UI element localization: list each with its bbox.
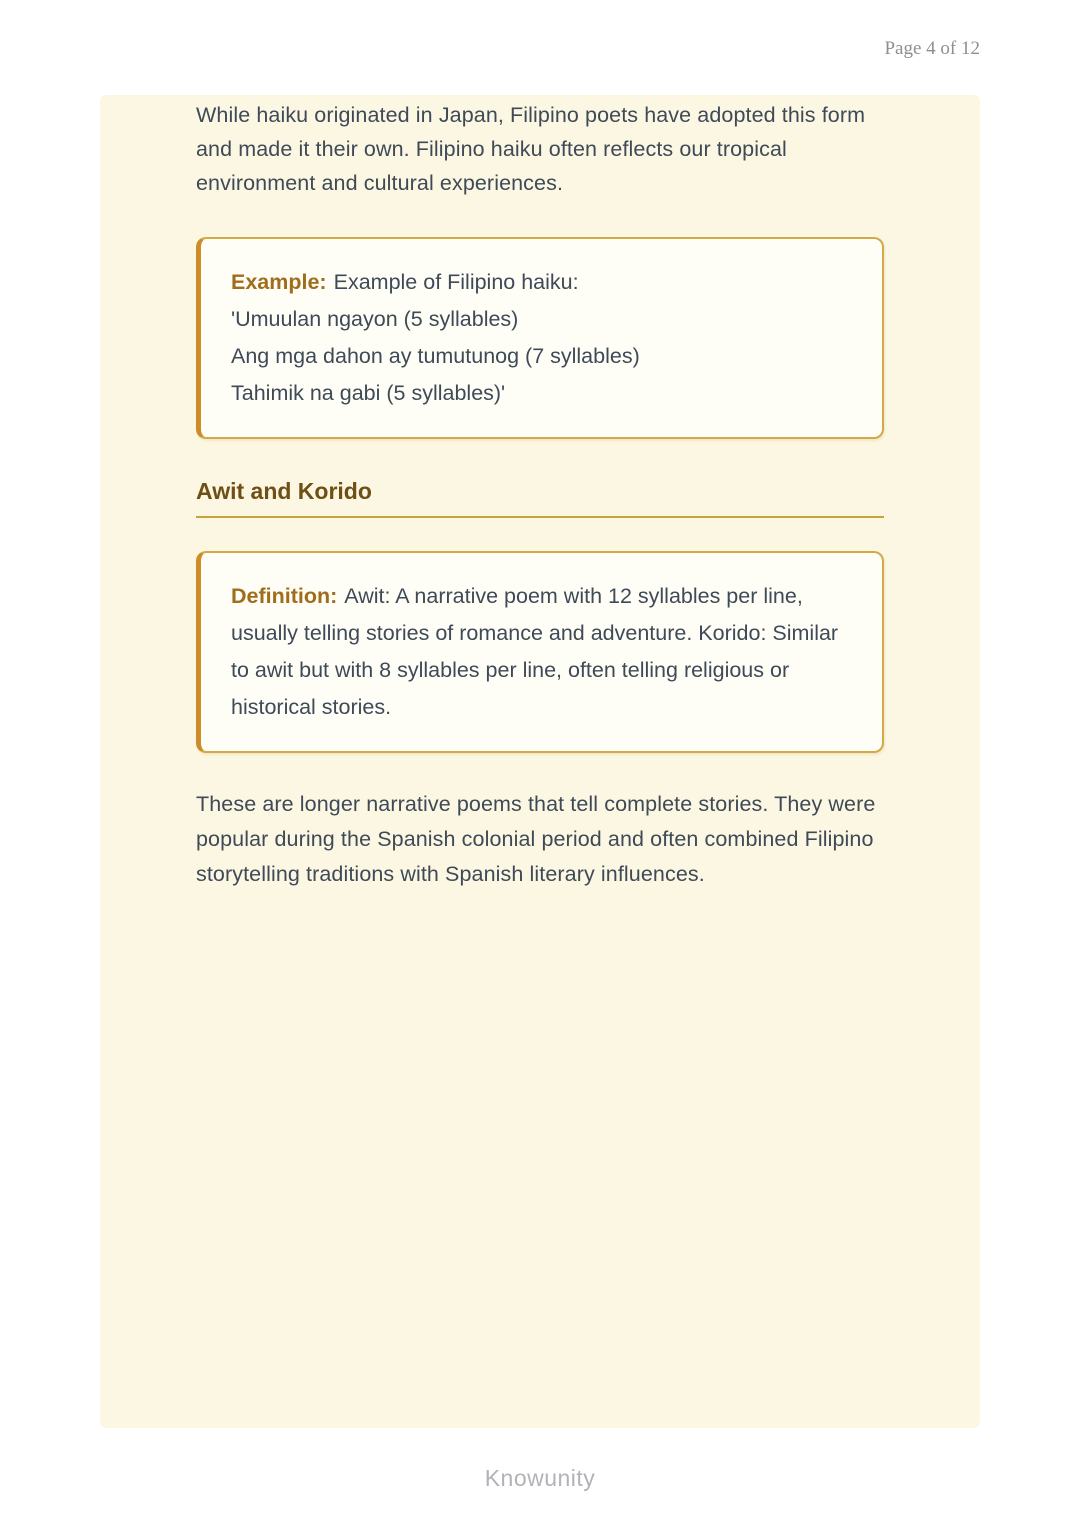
definition-label: Definition: [231,584,338,608]
brand-footer: Knowunity [484,1465,596,1491]
page-number-indicator: Page 4 of 12 [884,38,980,59]
example-callout-box [196,237,884,439]
haiku-line-1: 'Umuulan ngayon (5 syllables) [231,307,519,331]
section-heading: Awit and Korido [196,478,372,504]
document-content-card [100,95,980,1428]
haiku-line-2: Ang mga dahon ay tumutunog (7 syllables) [231,344,640,368]
heading-rule [196,516,884,518]
closing-paragraph: These are longer narrative poems that tell complete stories. They were popular during the Spanish colonial period and often combined Filipino storytelling traditions with Spanish literary influences. [196,792,876,886]
example-intro-text: Example of Filipino haiku: [333,270,579,294]
definition-callout-box [196,551,884,753]
intro-paragraph: While haiku originated in Japan, Filipino poets have adopted this form and made it their own. Filipino haiku often reflects our tropical environment and cultural experiences. [196,103,866,195]
haiku-line-3: Tahimik na gabi (5 syllables)' [231,381,506,405]
definition-text: Awit: A narrative poem with 12 syllables per line, usually telling stories of romance and adventure. Korido: Similar to awit but with 8 syllables per line, often telling religious or historical stories. [231,584,839,719]
example-box-first-line [231,264,852,301]
example-label: Example: [231,270,327,294]
